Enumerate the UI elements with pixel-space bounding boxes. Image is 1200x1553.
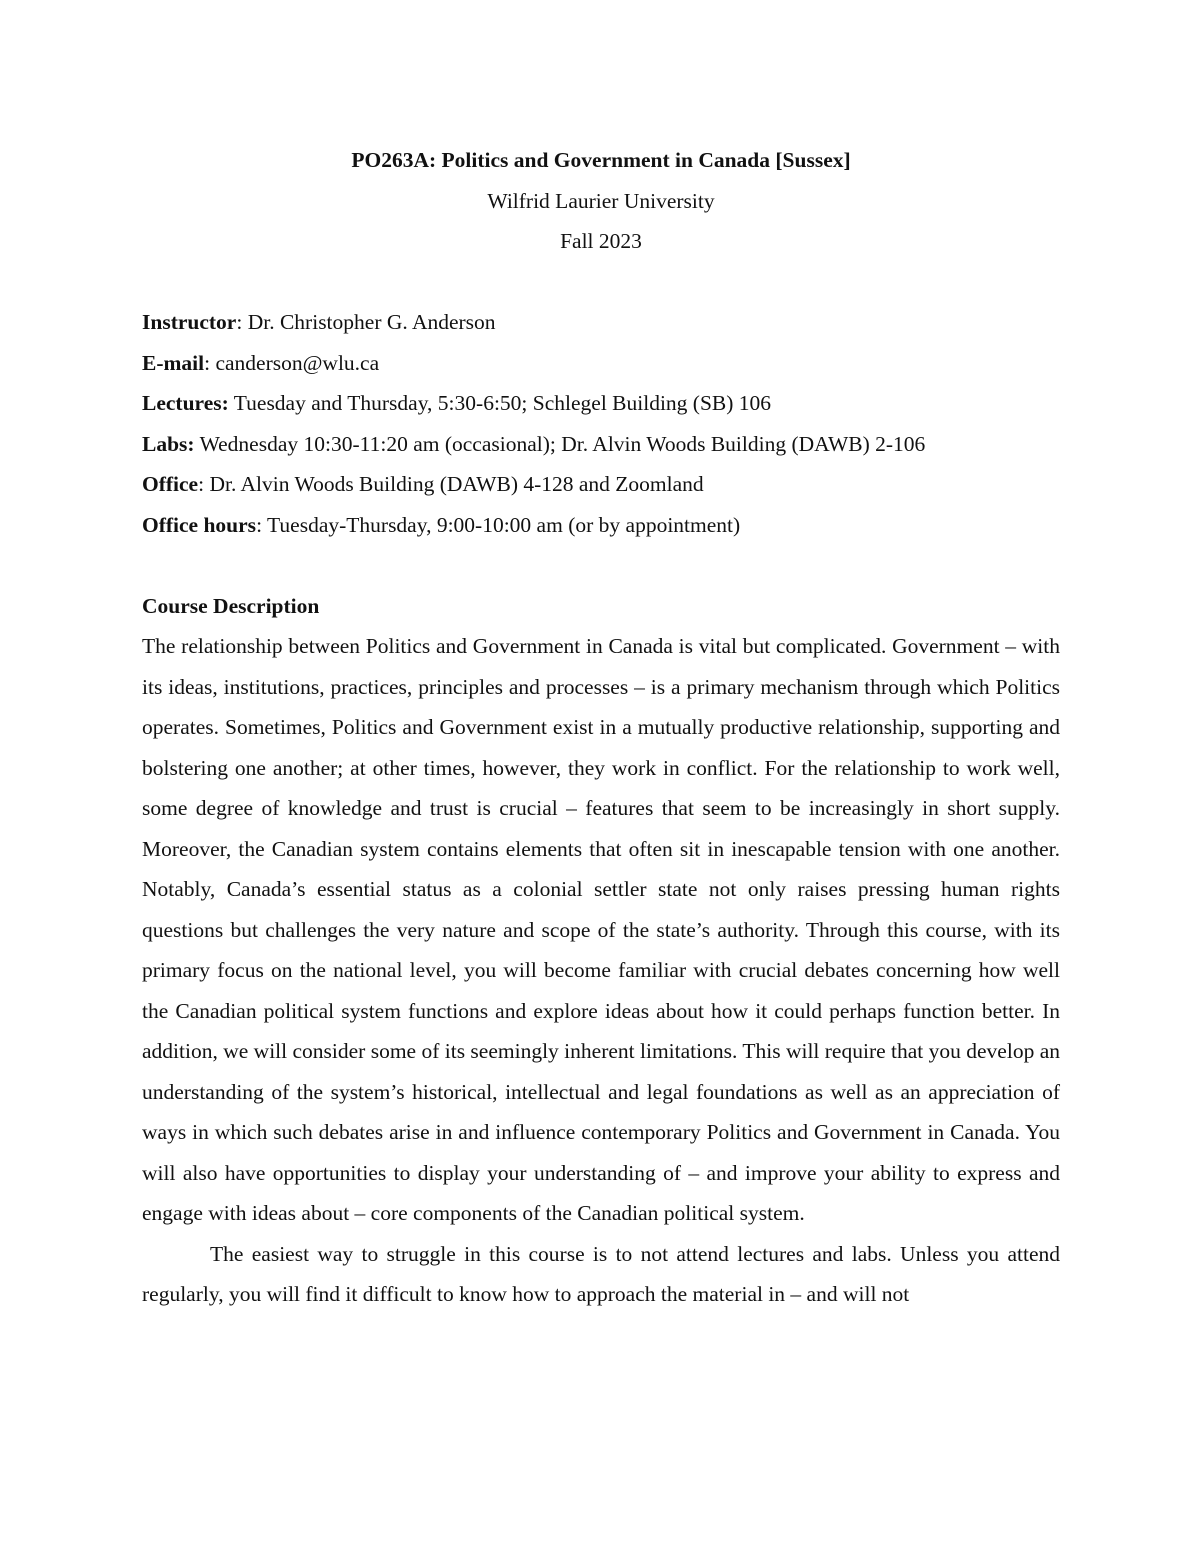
info-value: Dr. Christopher G. Anderson [242, 310, 496, 334]
course-title: PO263A: Politics and Government in Canada [Sussex] [351, 148, 851, 172]
info-email [142, 343, 1060, 384]
info-sep: : [198, 472, 205, 496]
info-value: Wednesday 10:30-11:20 am (occasional); Dr. Alvin Woods Building (DAWB) 2-106 [194, 431, 926, 456]
document-content [142, 140, 1060, 1315]
course-description-paragraph-1: The relationship between Politics and Government in Canada is vital but complicated. Government – with its ideas, institutions, practices, principles and processes – is a primary mechanism through which Politics operates. Sometimes, Politics and Government exist in a mutually productive relationship, supporting and bolstering one another; at other times, however, they work in conflict. For the relationship to work well, some degree of knowledge and trust is crucial – features that seem to be increasingly in short supply. Moreover, the Canadian system contains elements that often sit in inescapable tension with one another. Notably, Canada’s essential status as a colonial settler state not only raises pressing human rights questions but challenges the very nature and scope of the state’s authority. Through this course, with its primary focus on the national level, you will become familiar with crucial debates concerning how well the Canadian political system functions and explore ideas about how it could perhaps function better. In addition, we will consider some of its seemingly inherent limitations. This will require that you develop an understanding of the system’s historical, intellectual and legal foundations as well as an appreciation of ways in which such debates arise in and influence contemporary Politics and Government in Canada. You will also have opportunities to display your understanding of – and improve your ability to express and engage with ideas about – core components of the Canadian political system. [142, 634, 1060, 1225]
info-office-hours [142, 505, 1060, 546]
info-key: Labs: [142, 431, 195, 456]
info-value: Tuesday and Thursday, 5:30-6:50; Schlegel Building (SB) 106 [228, 391, 772, 415]
course-description-paragraph-2: The easiest way to struggle in this course is to not attend lectures and labs. Unless you attend regularly, you will find it difficult to know how to approach the material in – and will not [142, 1241, 1060, 1306]
info-key: Office [142, 472, 199, 496]
info-sep: : [256, 512, 263, 537]
info-key: Instructor [142, 310, 237, 334]
info-value: Dr. Alvin Woods Building (DAWB) 4-128 and Zoomland [204, 472, 704, 496]
university-name: Wilfrid Laurier University [487, 188, 715, 213]
info-lectures [142, 383, 1060, 424]
info-key: Office hours [142, 512, 257, 537]
info-key: Lectures: [142, 391, 229, 415]
term: Fall 2023 [560, 229, 642, 253]
spacer [142, 545, 1060, 586]
info-sep: : [236, 310, 243, 334]
section-heading-course-description: Course Description [142, 593, 320, 618]
info-value: canderson@wlu.ca [210, 350, 380, 375]
spacer [142, 262, 1060, 303]
info-sep: : [204, 350, 211, 375]
info-key: E-mail [142, 350, 205, 375]
info-labs [142, 424, 1060, 465]
info-office [142, 464, 1060, 505]
info-value: Tuesday-Thursday, 9:00-10:00 am (or by appointment) [262, 512, 741, 537]
info-instructor [142, 302, 1060, 343]
